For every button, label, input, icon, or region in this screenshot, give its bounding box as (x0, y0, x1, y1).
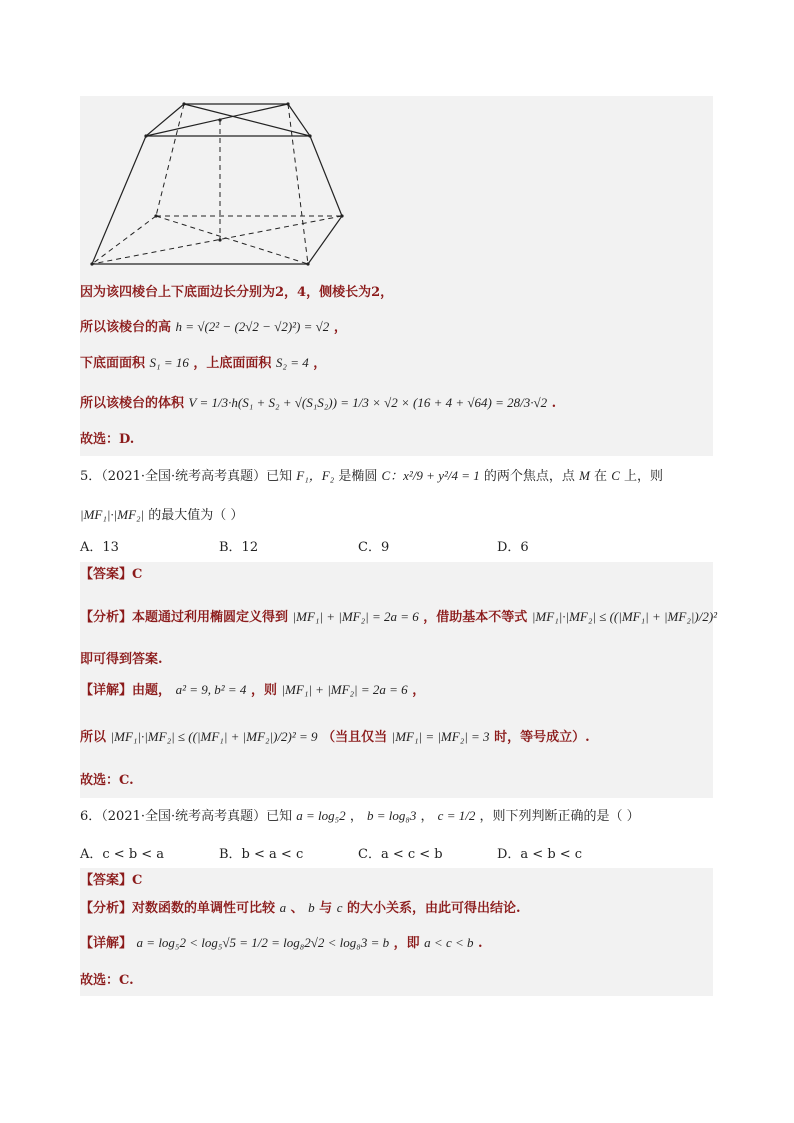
q4-line2 (80, 317, 347, 338)
q5-answer (80, 565, 142, 585)
q5-detail-tag: 【详解】 (80, 683, 133, 698)
q5-detail-line2 (80, 727, 590, 748)
q4-line1 (80, 283, 393, 303)
q4-conclusion-text: 故选：D. (80, 432, 135, 447)
q6-var-c: c (336, 900, 343, 915)
q6-conclusion-text: 故选：C. (80, 973, 134, 988)
q5-stem-line2 (80, 505, 243, 526)
q6-option-a[interactable]: A．c < b < a (80, 847, 165, 862)
q6-conclusion (80, 971, 134, 991)
frustum-figure (80, 96, 380, 271)
q6-answer-tag: 【答案】 (80, 873, 133, 888)
q6-option-c[interactable]: C．a < c < b (358, 847, 443, 862)
q5-detail2-a: 所以 (80, 730, 107, 745)
q5-max-expr: |MF₁|·|MF₂| ≤ ((|MF₁| + |MF₂|)/2)² = 9 (110, 729, 318, 744)
q6-analysis-b: 、 (290, 901, 304, 916)
q4-line3 (80, 353, 326, 374)
q5-equality-cond: |MF₁| = |MF₂| = 3 (391, 729, 490, 744)
q4-text-4b: . (551, 396, 557, 411)
q4-text-2b: ， (333, 320, 347, 335)
q5-detail-b: ，则 (250, 683, 277, 698)
q5-stem-e: 在 (594, 469, 608, 484)
q6-analysis-a: 对数函数的单调性可比较 (132, 901, 276, 916)
q5-a2-b2: a² = 9, b² = 4 (175, 682, 247, 697)
q5-inequality: |MF₁|·|MF₂| ≤ ((|MF₁| + |MF₂|)/2)² (531, 609, 718, 624)
q6-analysis-c: 与 (319, 901, 333, 916)
q5-options (80, 536, 680, 556)
q5-analysis-a: 本题通过利用椭圆定义得到 (132, 610, 289, 625)
q5-stem-d: 的两个焦点，点 (483, 469, 575, 484)
q4-text-3b: ，上底面面积 (193, 356, 272, 371)
q6-analysis-tag: 【分析】 (80, 901, 133, 916)
q5-analysis (80, 607, 717, 628)
q5-curve-c: C (611, 468, 620, 483)
q5-analysis-tag: 【分析】 (80, 610, 133, 625)
q5-sum-2a: |MF₁| + |MF₂| = 2a = 6 (281, 682, 408, 697)
q6-detail-b: ，即 (393, 936, 420, 951)
q4-text-3c: ， (313, 356, 327, 371)
q5-ellipse-def: |MF₁| + |MF₂| = 2a = 6 (292, 609, 419, 624)
q6-option-b[interactable]: B．b < a < c (219, 847, 304, 862)
q6-option-d[interactable]: D．a < b < c (497, 847, 583, 862)
top-area-formula: S₂ = 4 (275, 355, 309, 370)
q5-stem (80, 466, 663, 487)
bottom-area-formula: S₁ = 16 (149, 355, 189, 370)
q5-option-c[interactable]: C．9 (358, 540, 390, 555)
q6-var-b: b (308, 900, 315, 915)
q6-stem-c: ， (420, 809, 434, 824)
q6-analysis (80, 898, 521, 919)
q6-analysis-d: 的大小关系，由此可得出结论. (347, 901, 521, 916)
q5-conclusion-text: 故选：C. (80, 773, 134, 788)
q4-text-2a: 所以该棱台的高 (80, 320, 172, 335)
q4-conclusion (80, 430, 134, 450)
q5-detail (80, 680, 425, 701)
q5-conclusion (80, 771, 134, 791)
q5-detail2-c: 时，等号成立）. (494, 730, 590, 745)
q5-option-b[interactable]: B．12 (219, 540, 259, 555)
q6-detail (80, 933, 483, 954)
q5-product-expr: |MF₁|·|MF₂| (80, 507, 145, 522)
q6-stem-a: 6．（2021·全国·统考高考真题）已知 (80, 809, 293, 824)
height-formula: h = √(2² − (2√2 − √2)²) = √2 (175, 319, 330, 334)
q5-option-d[interactable]: D．6 (497, 540, 529, 555)
q6-detail-tag: 【详解】 (80, 936, 133, 951)
q5-ellipse-eq: C：x²/9 + y²/4 = 1 (381, 468, 480, 483)
q6-comparison-chain: a = log₅2 < log₅√5 = 1/2 = log₈2√2 < log₈3 = b (136, 935, 390, 950)
q6-b-def: b = log₈3 (366, 808, 417, 823)
q5-analysis-line2 (80, 650, 163, 670)
q5-option-a[interactable]: A．13 (80, 540, 119, 555)
q6-options (80, 843, 680, 863)
q5-detail-c: ， (412, 683, 426, 698)
q4-line4 (80, 393, 556, 414)
q5-stem-f: 上，则 (624, 469, 664, 484)
q6-var-a: a (279, 900, 287, 915)
q5-point-m: M (579, 468, 590, 483)
q5-stem-line2-text: 的最大值为（ ） (148, 508, 244, 523)
q5-answer-tag: 【答案】 (80, 567, 133, 582)
q6-a-def: a = log₅2 (296, 808, 346, 823)
q5-detail2-b: （当且仅当 (322, 730, 388, 745)
q5-analysis-b: ，借助基本不等式 (423, 610, 528, 625)
q5-detail-a: 由题， (132, 683, 172, 698)
q4-text-1: 因为该四棱台上下底面边长分别为2，4，侧棱长为2， (80, 285, 394, 300)
q6-detail-c: . (478, 936, 483, 951)
q5-stem-a: 5．（2021·全国·统考高考真题）已知 (80, 469, 293, 484)
q6-stem-d: ，则下列判断正确的是（ ） (479, 809, 640, 824)
q6-result: a < c < b (424, 935, 474, 950)
solution-panel-q6 (80, 868, 713, 996)
volume-formula: V = 1/3·h(S₁ + S₂ + √(S₁S₂)) = 1/3 × √2 × (16 + 4 + √64) = 28/3·√2 (188, 395, 548, 410)
q4-text-4a: 所以该棱台的体积 (80, 396, 185, 411)
q5-analysis-c: 即可得到答案. (80, 652, 163, 667)
q6-answer-value: C (132, 873, 143, 888)
q5-answer-value: C (132, 567, 143, 582)
q5-foci: F₁，F₂ (296, 468, 335, 483)
q6-stem (80, 806, 640, 827)
q6-stem-b: ， (349, 809, 363, 824)
q6-c-def: c = 1/2 (437, 808, 476, 823)
q5-stem-b: 是椭圆 (338, 469, 378, 484)
q6-answer (80, 871, 142, 891)
q4-text-3a: 下底面面积 (80, 356, 146, 371)
